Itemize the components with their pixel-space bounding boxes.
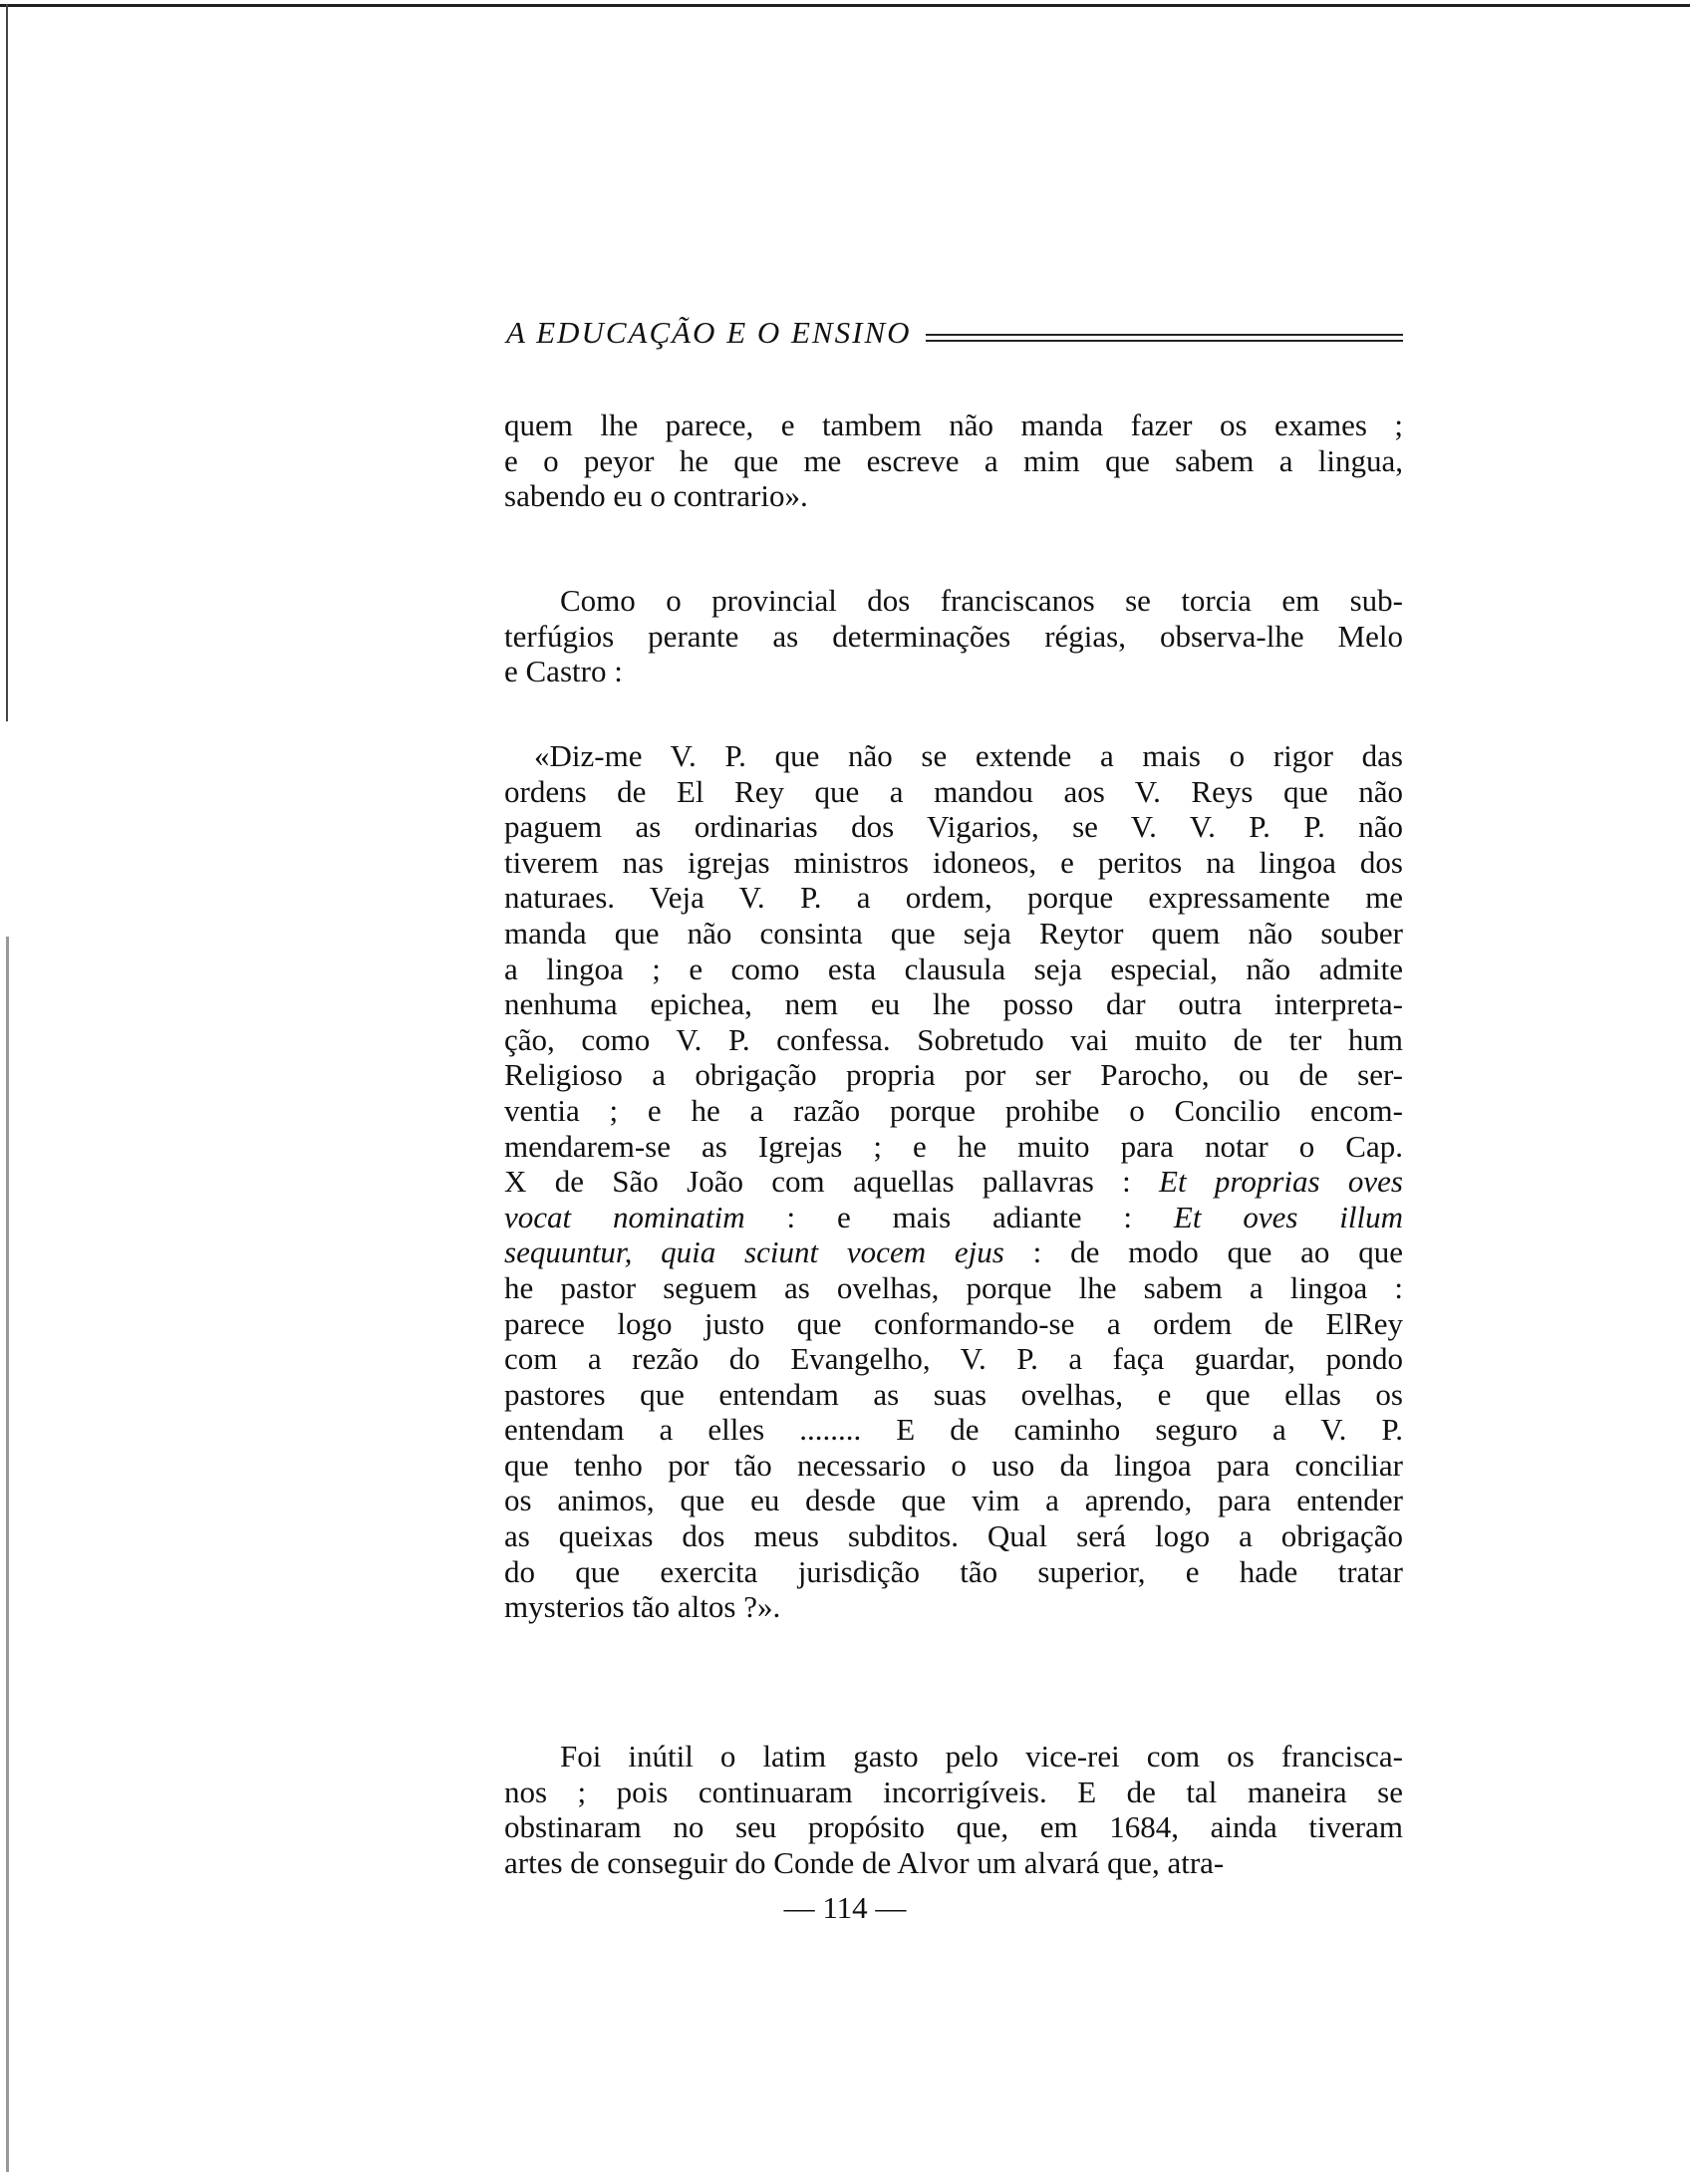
text-line [504, 774, 1403, 810]
text-line [504, 986, 1403, 1022]
paragraph-provincial [504, 583, 1403, 689]
scan-border-top [0, 4, 1690, 7]
text-segment: paguem as ordinarias dos Vigarios, se V. V. P. P. não [504, 809, 1403, 845]
scan-border-left [6, 4, 8, 721]
text-segment: naturaes. Veja V. P. a ordem, porque expressamente me [504, 880, 1403, 916]
text-segment: a lingoa ; e como esta clausula seja especial, não admite [504, 951, 1403, 986]
text-segment: nenhuma epichea, nem eu lhe posso dar outra interpreta- [504, 986, 1403, 1022]
text-segment: Como o provincial dos franciscanos se torcia em sub- [560, 583, 1403, 618]
paragraph-conclusion [504, 1739, 1403, 1880]
text-segment: artes de conseguir do Conde de Alvor um alvará que, atra- [504, 1844, 1225, 1880]
text-line [504, 738, 1403, 774]
text-line [504, 1377, 1403, 1413]
text-line [504, 952, 1403, 987]
text-segment: nos ; pois continuaram incorrigíveis. E de tal maneira se [504, 1774, 1403, 1809]
text-segment: X de São João com aquellas pallavras : [504, 1164, 1160, 1200]
text-line [504, 880, 1403, 916]
text-line [504, 583, 1403, 619]
text-segment: que tenho por tão necessario o uso da lingoa para conciliar [504, 1447, 1403, 1483]
text-segment: ordens de El Rey que a mandou aos V. Reys que não [504, 773, 1403, 809]
text-line [504, 1200, 1403, 1235]
text-line [504, 443, 1403, 479]
text-line [504, 916, 1403, 952]
text-segment: tiverem nas igrejas ministros idoneos, e peritos na lingoa dos [504, 844, 1403, 880]
running-header-title: A EDUCAÇÃO E O ENSINO [506, 315, 912, 350]
text-line [504, 1589, 1403, 1625]
text-segment: com a rezão do Evangelho, V. P. a faça guardar, pondo [504, 1341, 1403, 1377]
latin-italic-text: sequuntur, quia sciunt vocem ejus [504, 1234, 1004, 1270]
text-segment: sabendo eu o contrario». [504, 478, 808, 514]
text-line [504, 1341, 1403, 1377]
text-segment: ção, como V. P. confessa. Sobretudo vai muito de ter hum [504, 1021, 1403, 1057]
text-segment: Foi inútil o latim gasto pelo vice-rei com os francisca- [560, 1739, 1403, 1774]
text-segment: ventia ; e he a razão porque prohibe o Concilio encom- [504, 1092, 1403, 1128]
text-line [504, 1554, 1403, 1590]
running-header [506, 313, 1403, 353]
text-segment: «Diz-me V. P. que não se extende a mais o rigor das [534, 738, 1403, 773]
text-segment: entendam a elles ........ E de caminho seguro a V. P. [504, 1412, 1403, 1448]
text-line [504, 1739, 1403, 1774]
text-line [504, 1057, 1403, 1093]
text-segment: he pastor seguem as ovelhas, porque lhe sabem a lingoa : [504, 1269, 1403, 1305]
text-line [504, 619, 1403, 655]
text-line [504, 654, 1403, 689]
text-line [504, 1270, 1403, 1306]
text-line [504, 845, 1403, 881]
text-segment: terfúgios perante as determinações régias, observa-lhe Melo [504, 618, 1403, 654]
text-segment: mysterios tão altos ?». [504, 1589, 781, 1625]
text-line [504, 1093, 1403, 1129]
paragraph-quotation [504, 738, 1403, 1625]
text-segment: mendarem-se as Igrejas ; e he muito para notar o Cap. [504, 1128, 1403, 1164]
text-line [504, 1234, 1403, 1270]
text-line [504, 1483, 1403, 1518]
text-segment: parece logo justo que conformando-se a ordem de ElRey [504, 1305, 1403, 1341]
text-segment: pastores que entendam as suas ovelhas, e que ellas os [504, 1376, 1403, 1412]
text-line [504, 408, 1403, 443]
text-line [504, 1412, 1403, 1448]
paragraph-quote-end [504, 408, 1403, 514]
text-segment: quem lhe parece, e tambem não manda fazer os exames ; [504, 408, 1403, 442]
text-segment: as queixas dos meus subditos. Qual será logo a obrigação [504, 1518, 1403, 1554]
text-segment: e Castro : [504, 654, 623, 689]
text-segment: obstinaram no seu propósito que, em 1684, ainda tiveram [504, 1809, 1403, 1845]
text-line [504, 1774, 1403, 1810]
text-line [504, 1845, 1403, 1881]
latin-italic-text: Et oves illum [1173, 1199, 1404, 1234]
text-line [504, 1448, 1403, 1484]
text-line [504, 478, 1403, 514]
text-segment: : e mais adiante : [744, 1199, 1174, 1234]
text-segment: Religioso a obrigação propria por ser Parocho, ou de ser- [504, 1057, 1403, 1093]
text-line [504, 1129, 1403, 1165]
latin-italic-text: Et proprias oves [1159, 1164, 1403, 1200]
text-line [504, 1164, 1403, 1200]
header-double-rule [926, 334, 1403, 342]
text-line [504, 1306, 1403, 1342]
text-line [504, 1809, 1403, 1845]
text-segment: : de modo que ao que [1003, 1234, 1404, 1270]
text-line [504, 1022, 1403, 1058]
page-number: — 114 — [783, 1890, 907, 1925]
text-segment: e o peyor he que me escreve a mim que sabem a lingua, [504, 442, 1403, 478]
text-line [504, 809, 1403, 845]
text-segment: os animos, que eu desde que vim a aprendo, para entender [504, 1483, 1403, 1518]
scan-border-left-lower [6, 937, 9, 2172]
text-line [504, 1518, 1403, 1554]
latin-italic-text: vocat nominatim [504, 1199, 745, 1234]
text-segment: do que exercita jurisdição tão superior, e hade tratar [504, 1553, 1403, 1589]
text-segment: manda que não consinta que seja Reytor quem não souber [504, 915, 1403, 951]
